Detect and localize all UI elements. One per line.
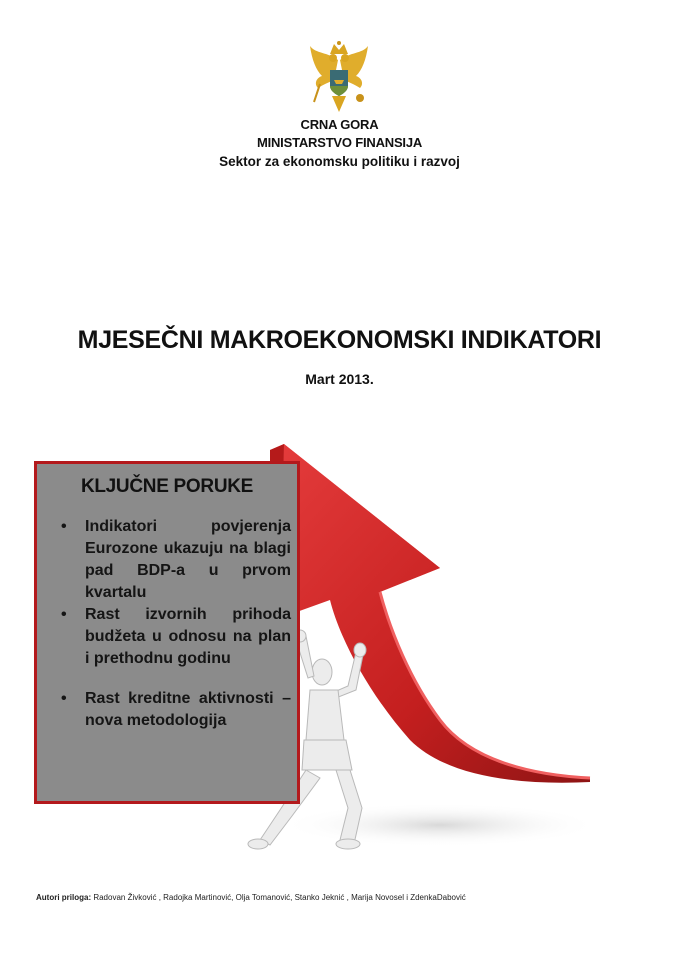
bullet-icon: •	[61, 690, 67, 707]
document-title: MJESEČNI MAKROEKONOMSKI INDIKATORI	[77, 326, 602, 354]
bullet-icon: •	[61, 606, 67, 623]
bullet-icon: •	[61, 518, 67, 535]
key-messages-box	[34, 461, 300, 804]
country-name: CRNA GORA	[300, 117, 379, 132]
authors-label: Autori priloga:	[36, 893, 92, 902]
key-message-item: • Rast izvornih prihoda budžeta u odnosu na plan i prethodnu godinu	[61, 606, 291, 667]
key-messages-list	[37, 516, 297, 732]
ministry-name: MINISTARSTVO FINANSIJA	[256, 135, 423, 150]
key-messages-heading: KLJUČNE PORUKE	[80, 476, 254, 497]
document-date: Mart 2013.	[305, 371, 374, 387]
sector-name: Sektor za ekonomsku politiku i razvoj	[219, 154, 460, 169]
coat-of-arms-icon	[308, 40, 370, 114]
key-message-item: • Rast kreditne aktivnosti – nova metodologija	[61, 690, 291, 729]
key-message-item: • Indikatori povjerenja Eurozone ukazuju na blagi pad BDP-a u prvom kvartalu	[61, 518, 291, 601]
authors-line	[36, 893, 466, 902]
authors-names: Radovan Živković , Radojka Martinović, Olja Tomanović, Stanko Jeknić , Marija Novosel i ZdenkaDabović	[91, 893, 466, 902]
document-header	[0, 116, 679, 171]
